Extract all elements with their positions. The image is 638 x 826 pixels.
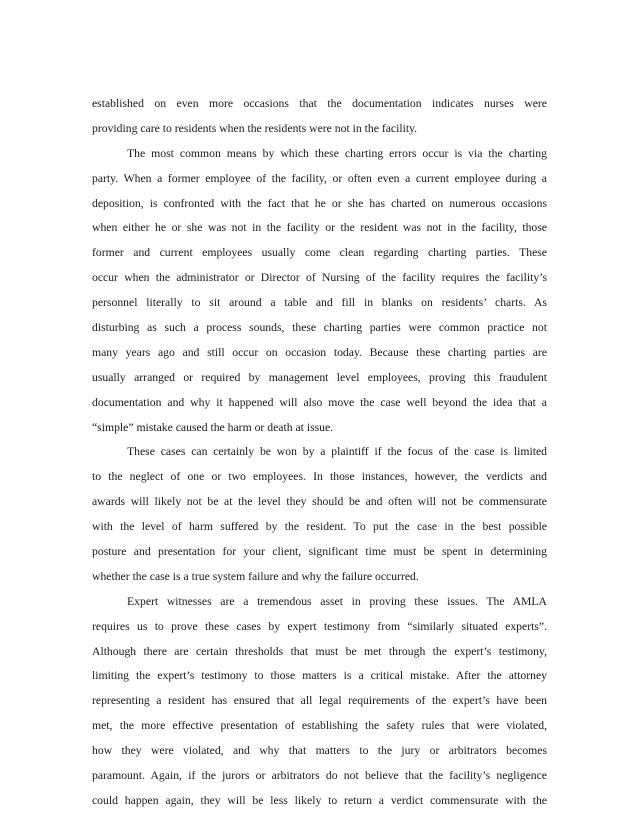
text-line: paramount. Again, if the jurors or arbitrators do not believe that the facility’s negligence	[92, 769, 547, 783]
text-line: These cases can certainly be won by a plaintiff if the focus of the case is limited	[127, 445, 547, 459]
text-line: documentation and why it happened will also move the case well beyond the idea that a	[92, 395, 547, 409]
text-line: deposition, is confronted with the fact that he or she has charted on numerous occasions	[92, 196, 547, 210]
text-line: posture and presentation for your client, significant time must be spent in determining	[92, 545, 547, 559]
text-line: with the level of harm suffered by the resident. To put the case in the best possible	[92, 520, 547, 534]
text-line: party. When a former employee of the facility, or often even a current employee during a	[92, 171, 547, 185]
text-line: personnel literally to sit around a table and fill in blanks on residents’ charts. As	[92, 296, 547, 310]
text-line: Although there are certain thresholds that must be met through the expert’s testimony,	[92, 644, 547, 658]
text-line: many years ago and still occur on occasion today. Because these charting parties are	[92, 345, 547, 359]
text-line: how they were violated, and why that matters to the jury or arbitrators becomes	[92, 744, 547, 758]
text-line: met, the more effective presentation of establishing the safety rules that were violated,	[92, 719, 547, 733]
text-line: to the neglect of one or two employees. In those instances, however, the verdicts and	[92, 470, 547, 484]
text-line: limiting the expert’s testimony to those matters is a critical mistake. After the attorney	[92, 669, 547, 683]
text-line: disturbing as such a process sounds, these charting parties were common practice not	[92, 321, 547, 335]
text-line: usually arranged or required by management level employees, proving this fraudulent	[92, 370, 547, 384]
text-line: Expert witnesses are a tremendous asset in proving these issues. The AMLA	[127, 594, 547, 608]
text-line: former and current employees usually come clean regarding charting parties. These	[92, 246, 547, 260]
text-line: whether the case is a true system failure and why the failure occurred.	[92, 569, 419, 583]
text-line: representing a resident has ensured that all legal requirements of the expert’s have been	[92, 694, 547, 708]
text-line: awards will likely not be at the level they should be and often will not be commensurate	[92, 495, 547, 509]
text-line: could happen again, they will be less likely to return a verdict commensurate with the	[92, 793, 547, 807]
text-line: “simple” mistake caused the harm or death at issue.	[92, 420, 334, 434]
text-line: established on even more occasions that the documentation indicates nurses were	[92, 97, 547, 110]
text-line: providing care to residents when the residents were not in the facility.	[92, 121, 418, 135]
body-text	[92, 92, 547, 814]
text-line: requires us to prove these cases by expert testimony from “similarly situated experts”.	[92, 619, 547, 633]
text-line: The most common means by which these charting errors occur is via the charting	[127, 146, 547, 160]
text-line: occur when the administrator or Director of Nursing of the facility requires the facility’s	[92, 271, 547, 285]
text-line: when either he or she was not in the facility or the resident was not in the facility, those	[92, 221, 547, 235]
